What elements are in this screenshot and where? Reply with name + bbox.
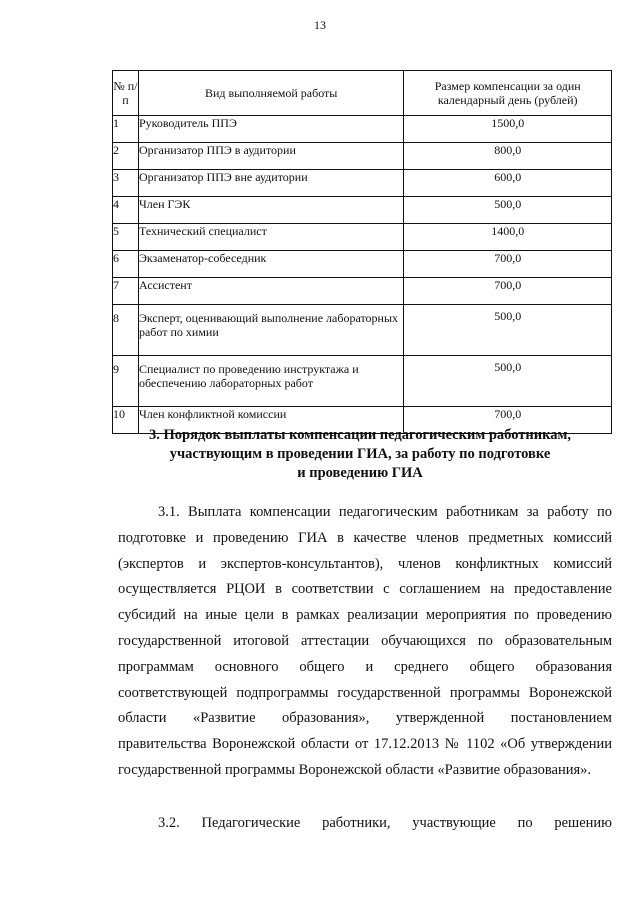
- row-work: Организатор ППЭ в аудитории: [138, 143, 403, 170]
- heading-line: участвующим в проведении ГИА, за работу по подготовке: [169, 446, 551, 462]
- table-row: [113, 170, 612, 197]
- table-row: [113, 143, 612, 170]
- table-row: [113, 251, 612, 278]
- row-num: 7: [113, 278, 139, 305]
- heading-line: 3. Порядок выплаты компенсации педагогическим работникам,: [149, 427, 571, 443]
- paragraph-line: правительства Воронежской области от 17.12.2013 № 1102 «Об утверждении: [118, 736, 612, 753]
- row-work: Организатор ППЭ вне аудитории: [138, 170, 403, 197]
- paragraph-line: осуществляется РЦОИ в соответствии с соглашением на предоставление: [118, 581, 612, 598]
- row-work: Руководитель ППЭ: [138, 116, 403, 143]
- paragraph-line: соответствующей подпрограммы государственной программы Воронежской: [118, 684, 612, 701]
- page-number: 13: [314, 18, 326, 32]
- row-pay: 700,0: [404, 278, 612, 305]
- row-work: Технический специалист: [138, 224, 403, 251]
- row-work: Эксперт, оценивающий выполнение лабораторных работ по химии: [138, 305, 403, 356]
- paragraph-line: 3.1. Выплата компенсации педагогическим работникам за работу по: [158, 504, 612, 520]
- table-row: [113, 116, 612, 143]
- section-heading: [140, 426, 580, 483]
- paragraph-line: 3.2. Педагогические работники, участвующие по решению: [158, 815, 612, 831]
- row-work: Член конфликтной комиссии: [138, 407, 403, 434]
- paragraph-line: программам основного общего и среднего общего образования: [118, 658, 612, 675]
- row-pay: 500,0: [404, 356, 612, 407]
- table-row: [113, 197, 612, 224]
- row-num: 10: [113, 407, 139, 434]
- row-num: 8: [113, 305, 139, 356]
- row-num: 6: [113, 251, 139, 278]
- table-row: [113, 305, 612, 356]
- row-work: Член ГЭК: [138, 197, 403, 224]
- row-work: Ассистент: [138, 278, 403, 305]
- row-pay: 500,0: [404, 305, 612, 356]
- row-num: 3: [113, 170, 139, 197]
- paragraph-3-2: [118, 811, 612, 837]
- paragraph-line: подготовке и проведению ГИА в качестве членов предметных комиссий: [118, 529, 612, 546]
- row-num: 5: [113, 224, 139, 251]
- paragraph-line: субсидий на иные цели в рамках реализации мероприятия по проведению: [118, 607, 612, 624]
- row-pay: 500,0: [404, 197, 612, 224]
- row-pay: 700,0: [404, 251, 612, 278]
- row-num: 2: [113, 143, 139, 170]
- table-row: [113, 224, 612, 251]
- paragraph-line: области «Развитие образования», утвержденной постановлением: [118, 710, 612, 727]
- row-num: 9: [113, 356, 139, 407]
- paragraph-line: государственной программы Воронежской области «Развитие образования».: [118, 761, 592, 778]
- row-pay: 800,0: [404, 143, 612, 170]
- row-pay: 1500,0: [404, 116, 612, 143]
- header-num: № п/п: [113, 71, 139, 116]
- heading-line: и проведению ГИА: [297, 465, 423, 481]
- table-header-row: [113, 71, 612, 116]
- row-num: 4: [113, 197, 139, 224]
- row-work: Специалист по проведению инструктажа и обеспечению лабораторных работ: [138, 356, 403, 407]
- paragraph-3-1: [118, 500, 612, 784]
- paragraph-line: (экспертов и экспертов-консультантов), членов конфликтных комиссий: [118, 555, 612, 572]
- table-row: [113, 356, 612, 407]
- header-pay: Размер компенсации за один календарный день (рублей): [404, 71, 612, 116]
- paragraph-line: государственной итоговой аттестации обучающихся по образовательным: [118, 632, 612, 649]
- row-work: Экзаменатор-собеседник: [138, 251, 403, 278]
- row-pay: 700,0: [404, 407, 612, 434]
- header-work: Вид выполняемой работы: [138, 71, 403, 116]
- table-row: [113, 278, 612, 305]
- row-pay: 600,0: [404, 170, 612, 197]
- row-num: 1: [113, 116, 139, 143]
- row-pay: 1400,0: [404, 224, 612, 251]
- compensation-table: [112, 70, 612, 434]
